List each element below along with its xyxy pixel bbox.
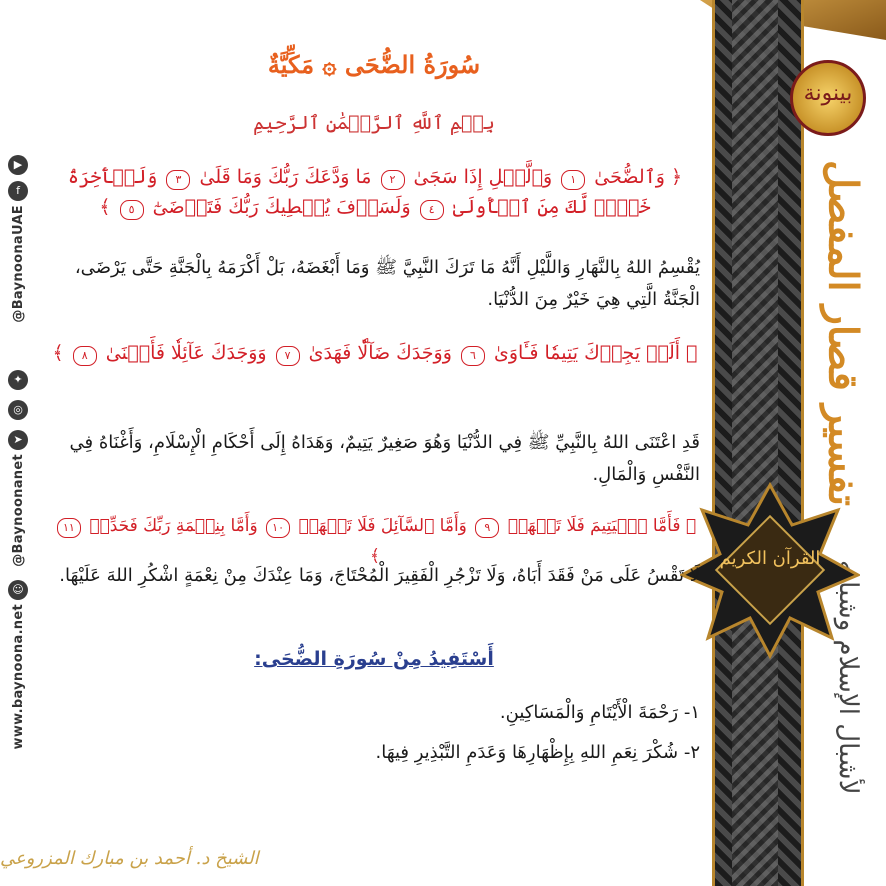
ayah-number: ٣ — [166, 170, 190, 190]
tafsir-paragraph: قَدِ اعْتَنَى اللهُ بِالنَّبِيِّ ﷺ فِي الدُّنْيَا وَهُوَ صَغِيرٌ يَتِيمٌ، وَهَدَاهُ إِلَى أَحْكَامِ الْإِسْلَامِ، وَأَغْنَاهُ فِي النَّفْسِ وَالْمَالِ. — [69, 432, 700, 485]
benefit-item: ١- رَحْمَةَ الْأَيْتَامِ وَالْمَسَاكِينِ. — [499, 702, 700, 723]
emblem-text: القرآن الكريم — [719, 548, 821, 569]
benefit-item: ٢- شُكْرَ نِعَمِ اللهِ بِإِظْهَارِهَا وَعَدَمِ التَّبْذِيرِ فِيهَا. — [375, 742, 700, 763]
main-content — [40, 0, 708, 886]
ayah-text: ﴿ وَٱلضُّحَىٰ — [588, 166, 683, 188]
social-item[interactable] — [0, 155, 36, 179]
ayah-text: وَأَمَّا ٱلسَّآئِلَ فَلَا تَنۡهَرۡ — [293, 516, 473, 536]
ayah-number: ١١ — [57, 518, 81, 538]
ayah-text: وَوَجَدَكَ عَآئِلٗا فَأَغۡنَىٰ — [99, 342, 273, 364]
ayah-bracket: ﴾ — [370, 546, 380, 566]
vertical-subtitle: لأشبال الإسلام وشبابه — [833, 560, 863, 795]
ayah-text: ﴿ أَلَمۡ يَجِدۡكَ يَتِيمٗا فَـَٔاوَىٰ — [487, 342, 698, 364]
ayah-bracket: ﴾ — [99, 196, 117, 218]
benefits-heading: أَسْتَفِيدُ مِنْ سُورَةِ الضُّحَى: — [254, 648, 494, 670]
website-url: www.baynoona.net — [10, 604, 26, 750]
tafsir-paragraph: لَا تَقْسُ عَلَى مَنْ فَقَدَ أَبَاهُ، وَلَا تَزْجُرِ الْفَقِيرَ الْمُحْتَاجَ، وَمَا عِنْدَكَ مِنْ نِعْمَةٍ اشْكُرِ اللهَ عَلَيْهَا. — [59, 565, 700, 586]
ayah-number: ٨ — [73, 346, 97, 366]
ayah-block — [50, 162, 700, 222]
ayah-bracket: ﴾ — [52, 342, 70, 364]
facebook-icon: f — [8, 181, 28, 201]
ayah-text: وَلَلۡأٓخِرَةُ خَيۡرٞ لَّكَ مِنَ ٱلۡأُولَىٰ — [67, 166, 651, 218]
youtube-icon: ▶ — [8, 155, 28, 175]
ayah-number: ٥ — [120, 200, 144, 220]
ayah-number: ١٠ — [266, 518, 290, 538]
ayah-text: ﴿ فَأَمَّا ٱلۡيَتِيمَ فَلَا تَقۡهَرۡ — [502, 516, 697, 536]
instagram-icon: ◎ — [8, 400, 28, 420]
ayah-text: وَأَمَّا بِنِعۡمَةِ رَبِّكَ فَحَدِّثۡ — [83, 516, 264, 536]
ayah-text: وَوَجَدَكَ ضَآلّٗا فَهَدَىٰ — [302, 342, 458, 364]
ayah-number: ٢ — [381, 170, 405, 190]
baynoona-logo — [790, 60, 866, 136]
ayah-text: مَا وَدَّعَكَ رَبُّكَ وَمَا قَلَىٰ — [193, 166, 378, 188]
logo-text: بينونة — [803, 81, 853, 106]
basmala: بِسۡمِ ٱللَّهِ ٱلرَّحۡمَٰنِ ٱلرَّحِيمِ — [253, 112, 495, 134]
social-handle: @BaynoonaUAE — [10, 205, 26, 323]
social-column — [0, 155, 36, 795]
page-title: سُورَةُ الضُّحَى ۞ مَكِّيَّةٌ — [267, 50, 481, 79]
ayah-number: ٧ — [276, 346, 300, 366]
tafsir-paragraph: يُقْسِمُ اللهُ بِالنَّهَارِ وَاللَّيْلِ أَنَّهُ مَا تَرَكَ النَّبِيَّ ﷺ وَمَا أَبْغَضَهُ، بَلْ أَكْرَمَهُ بِالْجَنَّةِ حَتَّى يَرْضَى، الْجَنَّةُ الَّتِي هِيَ خَيْرٌ مِنَ الدُّنْيَا. — [74, 257, 700, 310]
telegram-icon: ➤ — [8, 430, 28, 450]
ayah-number: ١ — [561, 170, 585, 190]
social-item[interactable] — [0, 580, 36, 749]
ayah-number: ٤ — [420, 200, 444, 220]
ayah-number: ٩ — [475, 518, 499, 538]
vertical-title: تفسير قصار المفصل — [819, 160, 867, 506]
social-item[interactable] — [0, 181, 36, 323]
ayah-number: ٦ — [461, 346, 485, 366]
ayah-text: وَلَسَوۡفَ يُعۡطِيكَ رَبُّكَ فَتَرۡضَىٰٓ — [146, 196, 417, 218]
author-signature: الشيخ د. أحمد بن مبارك المزروعي — [0, 848, 259, 869]
social-item[interactable] — [0, 400, 36, 424]
ayah-block — [50, 338, 700, 368]
social-handle: @Baynoonanet — [10, 454, 26, 567]
ayah-text: وَٱلَّيۡلِ إِذَا سَجَىٰ — [407, 166, 559, 188]
twitter-icon: ✦ — [8, 370, 28, 390]
decorative-band-pattern — [732, 0, 778, 886]
snapchat-icon: ☺ — [8, 580, 28, 600]
social-item[interactable] — [0, 370, 36, 394]
social-item[interactable] — [0, 430, 36, 567]
